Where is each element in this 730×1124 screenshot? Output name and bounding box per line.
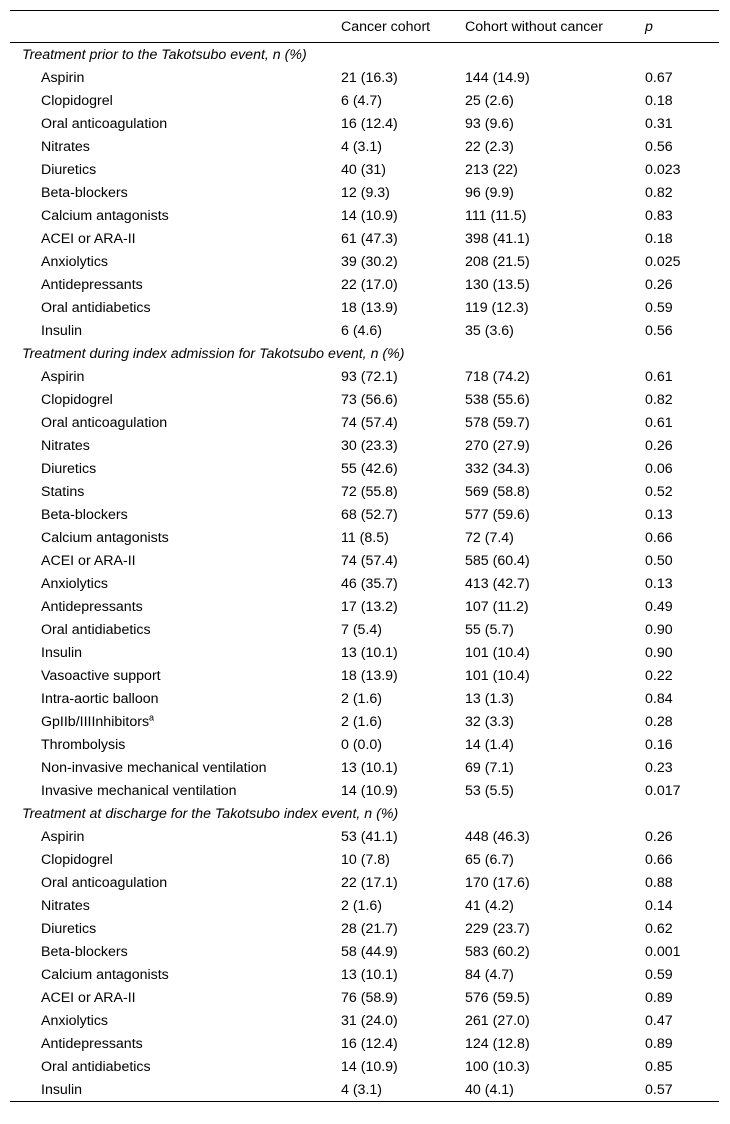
p-value-cell: 0.28 bbox=[645, 713, 673, 730]
table-body bbox=[10, 43, 719, 1102]
no-cancer-cohort-cell: 41 (4.2) bbox=[465, 897, 514, 914]
drug-name-cell bbox=[10, 296, 341, 319]
drug-name: Vasoactive support bbox=[41, 667, 161, 684]
p-value-cell: 0.31 bbox=[645, 115, 673, 132]
table-row bbox=[10, 319, 719, 342]
p-value-cell: 0.83 bbox=[645, 207, 673, 224]
table-row bbox=[10, 894, 719, 917]
no-cancer-cohort-cell: 130 (13.5) bbox=[465, 276, 530, 293]
table-row bbox=[10, 250, 719, 273]
no-cancer-cohort-cell: 55 (5.7) bbox=[465, 621, 514, 638]
p-value-cell: 0.61 bbox=[645, 368, 673, 385]
cancer-cohort-cell: 2 (1.6) bbox=[341, 690, 383, 707]
cancer-cohort-cell: 72 (55.8) bbox=[341, 483, 398, 500]
no-cancer-cohort-cell: 448 (46.3) bbox=[465, 828, 530, 845]
drug-name: Calcium antagonists bbox=[41, 529, 169, 546]
p-value-cell: 0.22 bbox=[645, 667, 673, 684]
no-cancer-cohort-cell: 576 (59.5) bbox=[465, 989, 530, 1006]
cancer-cohort-cell: 39 (30.2) bbox=[341, 253, 398, 270]
drug-name-cell bbox=[10, 319, 341, 342]
no-cancer-cohort-cell: 213 (22) bbox=[465, 161, 518, 178]
drug-name: Anxiolytics bbox=[41, 1012, 109, 1029]
table-row bbox=[10, 986, 719, 1009]
no-cancer-cohort-cell: 96 (9.9) bbox=[465, 184, 514, 201]
table-row bbox=[10, 204, 719, 227]
table-row bbox=[10, 572, 719, 595]
cancer-cohort-cell: 40 (31) bbox=[341, 161, 386, 178]
drug-name: Oral anticoagulation bbox=[41, 874, 168, 891]
drug-name-cell bbox=[10, 710, 341, 733]
cancer-cohort-cell: 14 (10.9) bbox=[341, 782, 398, 799]
p-value-cell: 0.82 bbox=[645, 184, 673, 201]
drug-name: Clopidogrel bbox=[41, 92, 113, 109]
drug-name: Antidepressants bbox=[41, 598, 143, 615]
drug-name: Oral antidiabetics bbox=[41, 621, 151, 638]
table-row bbox=[10, 388, 719, 411]
p-value-cell: 0.57 bbox=[645, 1081, 673, 1098]
table-row bbox=[10, 1078, 719, 1102]
drug-name: Diuretics bbox=[41, 920, 97, 937]
table-row bbox=[10, 963, 719, 986]
table-row bbox=[10, 1009, 719, 1032]
no-cancer-cohort-cell: 229 (23.7) bbox=[465, 920, 530, 937]
header-cohort-without-cancer: Cohort without cancer bbox=[465, 18, 604, 35]
drug-name-cell bbox=[10, 779, 341, 802]
cancer-cohort-cell: 11 (8.5) bbox=[341, 529, 389, 546]
p-value-cell: 0.88 bbox=[645, 874, 673, 891]
cancer-cohort-cell: 14 (10.9) bbox=[341, 207, 398, 224]
drug-name-cell bbox=[10, 89, 341, 112]
table-row bbox=[10, 296, 719, 319]
drug-name-cell bbox=[10, 871, 341, 894]
table-row bbox=[10, 457, 719, 480]
drug-name-cell bbox=[10, 595, 341, 618]
cancer-cohort-cell: 30 (23.3) bbox=[341, 437, 398, 454]
no-cancer-cohort-cell: 538 (55.6) bbox=[465, 391, 530, 408]
drug-name: Nitrates bbox=[41, 138, 90, 155]
no-cancer-cohort-cell: 578 (59.7) bbox=[465, 414, 530, 431]
cancer-cohort-cell: 22 (17.1) bbox=[341, 874, 398, 891]
cancer-cohort-cell: 6 (4.7) bbox=[341, 92, 383, 109]
drug-name-cell bbox=[10, 1032, 341, 1055]
drug-name: Clopidogrel bbox=[41, 391, 113, 408]
table-row bbox=[10, 618, 719, 641]
header-row bbox=[10, 11, 719, 43]
drug-name: Insulin bbox=[41, 1081, 83, 1098]
p-value-cell: 0.85 bbox=[645, 1058, 673, 1075]
treatment-table bbox=[10, 10, 719, 1102]
p-value-cell: 0.89 bbox=[645, 989, 673, 1006]
no-cancer-cohort-cell: 53 (5.5) bbox=[465, 782, 514, 799]
table-row bbox=[10, 733, 719, 756]
section-title: Treatment at discharge for the Takotsubo index event, n (%) bbox=[22, 805, 399, 822]
no-cancer-cohort-cell: 577 (59.6) bbox=[465, 506, 530, 523]
drug-name-cell bbox=[10, 480, 341, 503]
drug-name-cell bbox=[10, 503, 341, 526]
p-value-cell: 0.26 bbox=[645, 828, 673, 845]
table-row bbox=[10, 940, 719, 963]
drug-name: Diuretics bbox=[41, 460, 97, 477]
drug-name: GpIIb/IIIInhibitors bbox=[41, 713, 150, 730]
drug-name-cell bbox=[10, 66, 341, 89]
drug-name: Anxiolytics bbox=[41, 575, 109, 592]
drug-name-cell bbox=[10, 687, 341, 710]
drug-name-cell bbox=[10, 526, 341, 549]
table-row bbox=[10, 181, 719, 204]
drug-name-cell bbox=[10, 227, 341, 250]
p-value-cell: 0.16 bbox=[645, 736, 673, 753]
p-value-cell: 0.62 bbox=[645, 920, 673, 937]
drug-name-cell bbox=[10, 618, 341, 641]
cancer-cohort-cell: 12 (9.3) bbox=[341, 184, 390, 201]
drug-name-cell bbox=[10, 273, 341, 296]
no-cancer-cohort-cell: 101 (10.4) bbox=[465, 667, 530, 684]
drug-name-cell bbox=[10, 572, 341, 595]
cancer-cohort-cell: 4 (3.1) bbox=[341, 138, 383, 155]
table-row bbox=[10, 227, 719, 250]
cancer-cohort-cell: 7 (5.4) bbox=[341, 621, 383, 638]
p-value-cell: 0.84 bbox=[645, 690, 673, 707]
no-cancer-cohort-cell: 569 (58.8) bbox=[465, 483, 530, 500]
drug-name-cell bbox=[10, 112, 341, 135]
no-cancer-cohort-cell: 14 (1.4) bbox=[465, 736, 514, 753]
cancer-cohort-cell: 18 (13.9) bbox=[341, 667, 398, 684]
no-cancer-cohort-cell: 35 (3.6) bbox=[465, 322, 514, 339]
p-value-cell: 0.59 bbox=[645, 966, 673, 983]
no-cancer-cohort-cell: 398 (41.1) bbox=[465, 230, 530, 247]
table-row bbox=[10, 480, 719, 503]
p-value-cell: 0.017 bbox=[645, 782, 681, 799]
drug-name: Calcium antagonists bbox=[41, 207, 169, 224]
drug-name-cell bbox=[10, 641, 341, 664]
no-cancer-cohort-cell: 22 (2.3) bbox=[465, 138, 514, 155]
no-cancer-cohort-cell: 270 (27.9) bbox=[465, 437, 530, 454]
cancer-cohort-cell: 2 (1.6) bbox=[341, 897, 383, 914]
no-cancer-cohort-cell: 100 (10.3) bbox=[465, 1058, 530, 1075]
cancer-cohort-cell: 16 (12.4) bbox=[341, 1035, 398, 1052]
drug-name: Aspirin bbox=[41, 368, 85, 385]
no-cancer-cohort-cell: 93 (9.6) bbox=[465, 115, 514, 132]
table-row bbox=[10, 549, 719, 572]
drug-name-cell bbox=[10, 158, 341, 181]
cancer-cohort-cell: 93 (72.1) bbox=[341, 368, 398, 385]
section-title: Treatment during index admission for Takotsubo event, n (%) bbox=[22, 345, 405, 362]
drug-name: Beta-blockers bbox=[41, 506, 128, 523]
drug-name-cell bbox=[10, 181, 341, 204]
drug-name-cell bbox=[10, 250, 341, 273]
cancer-cohort-cell: 22 (17.0) bbox=[341, 276, 398, 293]
p-value-cell: 0.52 bbox=[645, 483, 673, 500]
cancer-cohort-cell: 17 (13.2) bbox=[341, 598, 398, 615]
drug-name-cell bbox=[10, 756, 341, 779]
drug-name-cell bbox=[10, 733, 341, 756]
drug-name: ACEI or ARA-II bbox=[41, 989, 136, 1006]
table-row bbox=[10, 112, 719, 135]
table-row bbox=[10, 871, 719, 894]
p-value-cell: 0.18 bbox=[645, 92, 673, 109]
drug-name: Nitrates bbox=[41, 437, 90, 454]
drug-name-cell bbox=[10, 411, 341, 434]
p-value-cell: 0.26 bbox=[645, 276, 673, 293]
p-value-cell: 0.13 bbox=[645, 506, 673, 523]
drug-name-cell bbox=[10, 1055, 341, 1078]
no-cancer-cohort-cell: 718 (74.2) bbox=[465, 368, 530, 385]
cancer-cohort-cell: 14 (10.9) bbox=[341, 1058, 398, 1075]
no-cancer-cohort-cell: 144 (14.9) bbox=[465, 69, 530, 86]
table-row bbox=[10, 526, 719, 549]
cancer-cohort-cell: 58 (44.9) bbox=[341, 943, 398, 960]
no-cancer-cohort-cell: 585 (60.4) bbox=[465, 552, 530, 569]
drug-name: Anxiolytics bbox=[41, 253, 109, 270]
no-cancer-cohort-cell: 119 (12.3) bbox=[465, 299, 529, 316]
p-value-cell: 0.90 bbox=[645, 644, 673, 661]
no-cancer-cohort-cell: 261 (27.0) bbox=[465, 1012, 530, 1029]
p-value-cell: 0.49 bbox=[645, 598, 673, 615]
drug-name: Invasive mechanical ventilation bbox=[41, 782, 237, 799]
cancer-cohort-cell: 46 (35.7) bbox=[341, 575, 398, 592]
table-row bbox=[10, 756, 719, 779]
drug-name-cell bbox=[10, 434, 341, 457]
cancer-cohort-cell: 61 (47.3) bbox=[341, 230, 398, 247]
drug-name: Diuretics bbox=[41, 161, 97, 178]
drug-name-cell bbox=[10, 848, 341, 871]
table-row bbox=[10, 687, 719, 710]
cancer-cohort-cell: 53 (41.1) bbox=[341, 828, 398, 845]
drug-name: Oral antidiabetics bbox=[41, 299, 151, 316]
p-value-cell: 0.59 bbox=[645, 299, 673, 316]
p-value-cell: 0.001 bbox=[645, 943, 681, 960]
drug-name-cell bbox=[10, 1009, 341, 1032]
drug-name: Insulin bbox=[41, 644, 83, 661]
cancer-cohort-cell: 4 (3.1) bbox=[341, 1081, 383, 1098]
table-row bbox=[10, 595, 719, 618]
table-row bbox=[10, 641, 719, 664]
p-value-cell: 0.61 bbox=[645, 414, 673, 431]
cancer-cohort-cell: 16 (12.4) bbox=[341, 115, 398, 132]
p-value-cell: 0.023 bbox=[645, 161, 681, 178]
p-value-cell: 0.47 bbox=[645, 1012, 673, 1029]
p-value-cell: 0.18 bbox=[645, 230, 673, 247]
p-value-cell: 0.50 bbox=[645, 552, 673, 569]
drug-name-cell bbox=[10, 549, 341, 572]
table-row bbox=[10, 710, 719, 733]
table-row bbox=[10, 411, 719, 434]
drug-name-cell bbox=[10, 388, 341, 411]
drug-name-cell bbox=[10, 135, 341, 158]
p-value-cell: 0.82 bbox=[645, 391, 673, 408]
drug-name: Aspirin bbox=[41, 69, 85, 86]
table-row bbox=[10, 1032, 719, 1055]
p-value-cell: 0.90 bbox=[645, 621, 673, 638]
p-value-cell: 0.66 bbox=[645, 851, 673, 868]
cancer-cohort-cell: 28 (21.7) bbox=[341, 920, 398, 937]
drug-name-cell bbox=[10, 825, 341, 848]
no-cancer-cohort-cell: 84 (4.7) bbox=[465, 966, 514, 983]
table-row bbox=[10, 664, 719, 687]
table-row bbox=[10, 365, 719, 388]
cancer-cohort-cell: 76 (58.9) bbox=[341, 989, 398, 1006]
drug-name-cell bbox=[10, 986, 341, 1009]
header-cancer-cohort: Cancer cohort bbox=[341, 18, 431, 35]
cancer-cohort-cell: 21 (16.3) bbox=[341, 69, 398, 86]
no-cancer-cohort-cell: 208 (21.5) bbox=[465, 253, 530, 270]
table-row bbox=[10, 135, 719, 158]
no-cancer-cohort-cell: 69 (7.1) bbox=[465, 759, 514, 776]
drug-name-cell bbox=[10, 940, 341, 963]
p-value-cell: 0.06 bbox=[645, 460, 673, 477]
drug-name-cell bbox=[10, 664, 341, 687]
table-row bbox=[10, 825, 719, 848]
cancer-cohort-cell: 13 (10.1) bbox=[341, 966, 398, 983]
header-blank bbox=[10, 11, 341, 43]
drug-name-cell bbox=[10, 894, 341, 917]
drug-name: Insulin bbox=[41, 322, 83, 339]
footnote-marker: a bbox=[149, 711, 155, 722]
drug-name: Oral antidiabetics bbox=[41, 1058, 151, 1075]
drug-name-cell bbox=[10, 204, 341, 227]
drug-name-cell bbox=[10, 457, 341, 480]
no-cancer-cohort-cell: 332 (34.3) bbox=[465, 460, 530, 477]
no-cancer-cohort-cell: 583 (60.2) bbox=[465, 943, 530, 960]
cancer-cohort-cell: 10 (7.8) bbox=[341, 851, 390, 868]
no-cancer-cohort-cell: 13 (1.3) bbox=[465, 690, 514, 707]
no-cancer-cohort-cell: 101 (10.4) bbox=[465, 644, 530, 661]
drug-name: Oral anticoagulation bbox=[41, 115, 168, 132]
table-row bbox=[10, 89, 719, 112]
drug-name-cell bbox=[10, 365, 341, 388]
drug-name: Beta-blockers bbox=[41, 184, 128, 201]
table-row bbox=[10, 1055, 719, 1078]
p-value-cell: 0.23 bbox=[645, 759, 673, 776]
drug-name: Nitrates bbox=[41, 897, 90, 914]
cancer-cohort-cell: 2 (1.6) bbox=[341, 713, 383, 730]
drug-name: Intra-aortic balloon bbox=[41, 690, 159, 707]
p-value-cell: 0.56 bbox=[645, 322, 673, 339]
drug-name: Statins bbox=[41, 483, 85, 500]
table-row bbox=[10, 434, 719, 457]
drug-name: Antidepressants bbox=[41, 276, 143, 293]
section-row bbox=[10, 802, 719, 825]
p-value-cell: 0.66 bbox=[645, 529, 673, 546]
table-row bbox=[10, 273, 719, 296]
no-cancer-cohort-cell: 40 (4.1) bbox=[465, 1081, 514, 1098]
cancer-cohort-cell: 13 (10.1) bbox=[341, 759, 398, 776]
cancer-cohort-cell: 68 (52.7) bbox=[341, 506, 398, 523]
no-cancer-cohort-cell: 32 (3.3) bbox=[465, 713, 514, 730]
cancer-cohort-cell: 6 (4.6) bbox=[341, 322, 383, 339]
table-row bbox=[10, 779, 719, 802]
drug-name: Antidepressants bbox=[41, 1035, 143, 1052]
drug-name: Aspirin bbox=[41, 828, 85, 845]
drug-name-cell bbox=[10, 917, 341, 940]
cancer-cohort-cell: 18 (13.9) bbox=[341, 299, 398, 316]
cancer-cohort-cell: 74 (57.4) bbox=[341, 414, 398, 431]
p-value-cell: 0.89 bbox=[645, 1035, 673, 1052]
section-title: Treatment prior to the Takotsubo event, n (%) bbox=[22, 46, 307, 63]
table-row bbox=[10, 66, 719, 89]
p-value-cell: 0.56 bbox=[645, 138, 673, 155]
section-row bbox=[10, 43, 719, 67]
p-value-cell: 0.67 bbox=[645, 69, 673, 86]
no-cancer-cohort-cell: 111 (11.5) bbox=[465, 207, 527, 224]
p-value-cell: 0.14 bbox=[645, 897, 673, 914]
section-row bbox=[10, 342, 719, 365]
drug-name: ACEI or ARA-II bbox=[41, 552, 136, 569]
no-cancer-cohort-cell: 413 (42.7) bbox=[465, 575, 530, 592]
table-row bbox=[10, 158, 719, 181]
p-value-cell: 0.025 bbox=[645, 253, 681, 270]
drug-name-cell bbox=[10, 1078, 341, 1102]
drug-name: ACEI or ARA-II bbox=[41, 230, 136, 247]
no-cancer-cohort-cell: 72 (7.4) bbox=[465, 529, 514, 546]
drug-name: Calcium antagonists bbox=[41, 966, 169, 983]
p-value-cell: 0.26 bbox=[645, 437, 673, 454]
no-cancer-cohort-cell: 65 (6.7) bbox=[465, 851, 514, 868]
no-cancer-cohort-cell: 107 (11.2) bbox=[465, 598, 529, 615]
drug-name: Non-invasive mechanical ventilation bbox=[41, 759, 267, 776]
cancer-cohort-cell: 55 (42.6) bbox=[341, 460, 398, 477]
cancer-cohort-cell: 13 (10.1) bbox=[341, 644, 398, 661]
no-cancer-cohort-cell: 124 (12.8) bbox=[465, 1035, 530, 1052]
drug-name: Clopidogrel bbox=[41, 851, 113, 868]
table-row bbox=[10, 848, 719, 871]
table-row bbox=[10, 503, 719, 526]
cancer-cohort-cell: 74 (57.4) bbox=[341, 552, 398, 569]
no-cancer-cohort-cell: 25 (2.6) bbox=[465, 92, 514, 109]
drug-name: Beta-blockers bbox=[41, 943, 128, 960]
drug-name: Thrombolysis bbox=[41, 736, 126, 753]
drug-name-cell bbox=[10, 963, 341, 986]
no-cancer-cohort-cell: 170 (17.6) bbox=[465, 874, 530, 891]
drug-name: Oral anticoagulation bbox=[41, 414, 168, 431]
cancer-cohort-cell: 73 (56.6) bbox=[341, 391, 398, 408]
p-value-cell: 0.13 bbox=[645, 575, 673, 592]
header-p-value: p bbox=[645, 18, 653, 35]
cancer-cohort-cell: 31 (24.0) bbox=[341, 1012, 398, 1029]
table-row bbox=[10, 917, 719, 940]
cancer-cohort-cell: 0 (0.0) bbox=[341, 736, 383, 753]
